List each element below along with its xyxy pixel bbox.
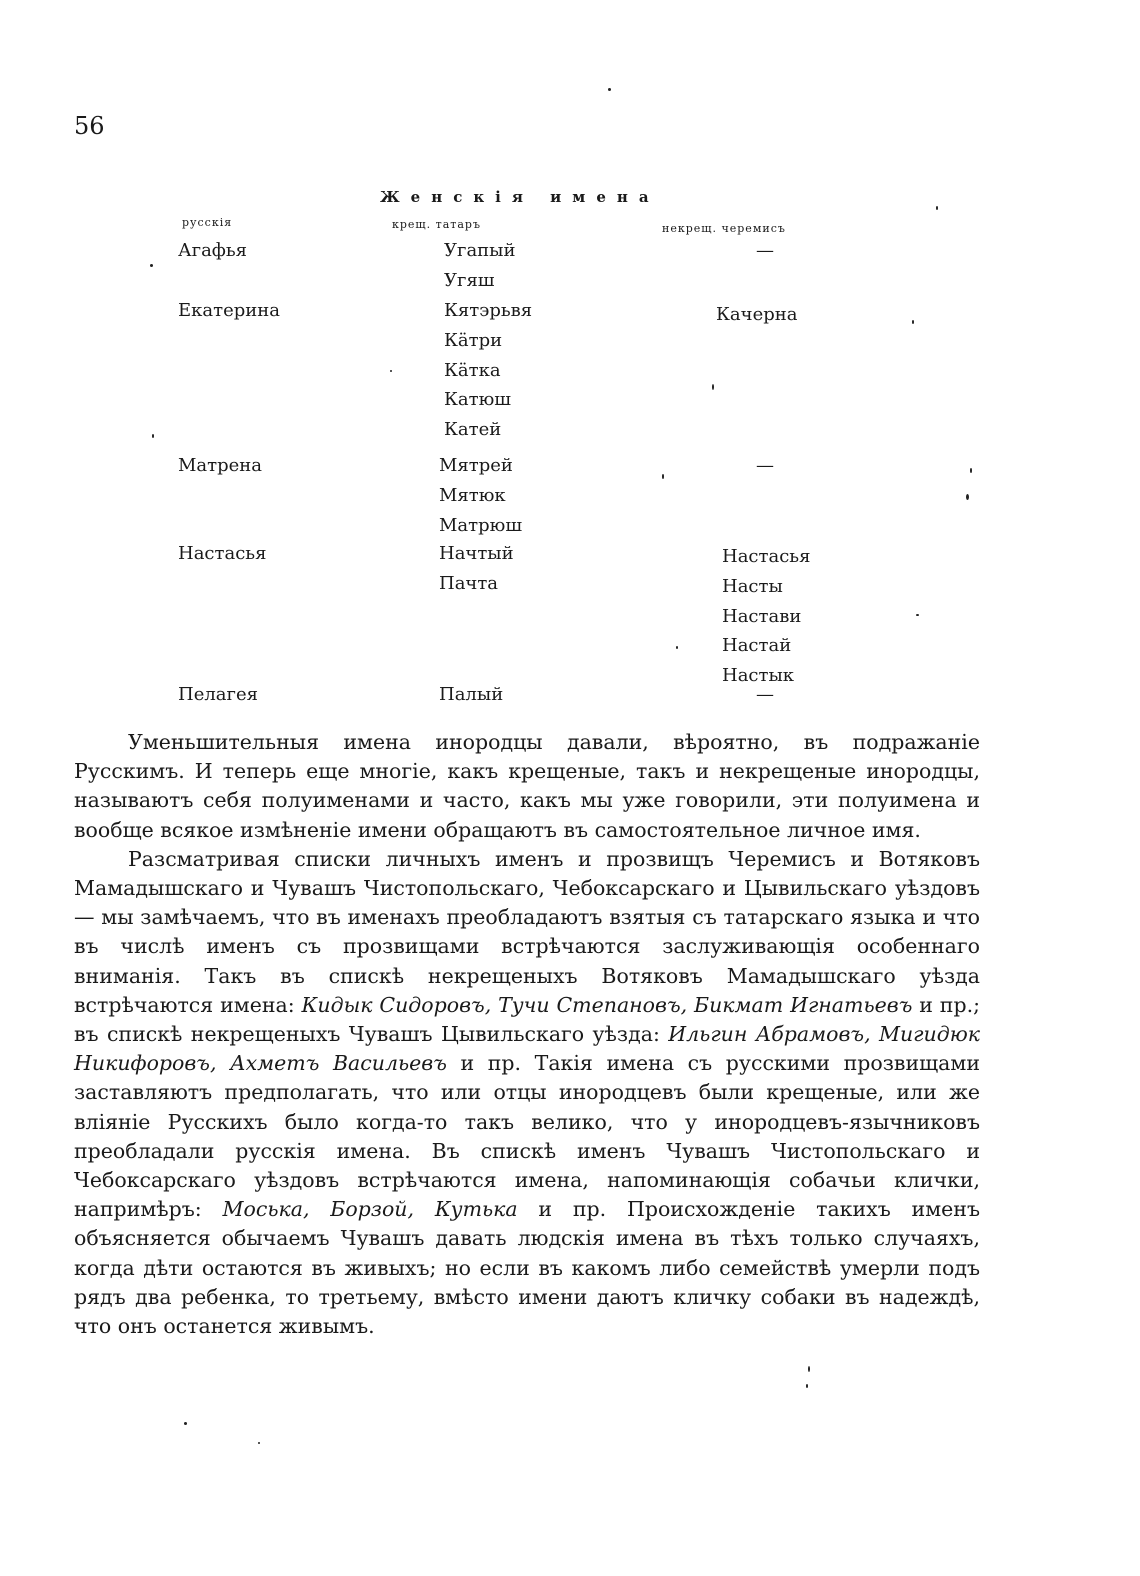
cell-tatar-name: Пачта xyxy=(439,572,499,594)
scan-speck xyxy=(390,370,392,372)
cell-russian-name: Екатерина xyxy=(178,300,280,321)
text-run: и пр. Такія имена съ русскими прозвищами заставляютъ предполагать, что или отцы инородцевъ были крещеные, или же вліяніе Русскихъ было когда-то такъ велико, что у инородцевъ-язычниковъ преобладали русскія имена. Въ спискѣ именъ Чувашъ Чистопольскаго и Чебоксарскаго уѣздовъ встрѣчаются имена, напоминающія собачьи клички, напримѣръ: xyxy=(74,1051,981,1222)
scan-speck xyxy=(608,88,611,91)
cell-tatar-name: Катей xyxy=(444,419,502,441)
paragraph xyxy=(74,845,980,1341)
scan-speck xyxy=(150,264,153,267)
cell-cheremis-name: Качерна xyxy=(716,304,798,325)
table-title: Женскія имена xyxy=(380,188,660,206)
cell-russian-name: Агафья xyxy=(178,240,248,261)
cell-cheremis-name: Настасья xyxy=(722,546,811,567)
scan-speck xyxy=(184,1422,187,1425)
cell-tatar-name: Матрюш xyxy=(439,514,523,536)
cell-russian-name: Настасья xyxy=(178,543,267,564)
cell-tatar-name: Палый xyxy=(439,684,504,705)
scan-speck xyxy=(936,206,938,210)
scan-speck xyxy=(152,434,154,438)
scan-speck xyxy=(970,468,972,473)
scan-speck xyxy=(966,494,969,500)
cell-cheremis-name: Настай xyxy=(722,635,792,657)
cell-tatar-name: Кӓтри xyxy=(444,329,503,351)
text-run: и пр. Происхожденіе такихъ именъ объясняется обычаемъ Чувашъ давать людскія имена въ тѣхъ только случаяхъ, когда дѣти остаются въ живыхъ; но если въ какомъ либо семействѣ умерли подъ рядъ два ребенка, то третьему, вмѣсто имени даютъ кличку собаки въ надеждѣ, что онъ останется живымъ. xyxy=(74,1197,980,1339)
cell-tatar-name: Кӓтка xyxy=(444,359,501,381)
scan-speck xyxy=(912,320,914,324)
scan-speck xyxy=(712,384,714,390)
cell-cheremis-dash: — xyxy=(756,240,774,261)
cell-cheremis-dash: — xyxy=(756,455,774,476)
column-header-russian: русскія xyxy=(182,216,233,229)
paragraph xyxy=(74,728,980,845)
column-header-tatar: крещ. татаръ xyxy=(392,218,481,231)
scan-speck xyxy=(806,1384,808,1388)
cell-cheremis-dash: — xyxy=(756,684,774,705)
cell-tatar-name: Начтый xyxy=(439,543,514,564)
cell-tatar-name: Угапый xyxy=(444,240,516,261)
cell-cheremis-name: Настави xyxy=(722,605,802,627)
italic-names: Моська, Борзой, Кутька xyxy=(222,1197,518,1222)
cell-tatar-name: Мятюк xyxy=(439,484,506,506)
text-run: Разсматривая списки личныхъ именъ и прозвищъ Черемисъ и Вотяковъ Мамадышскаго и Чувашъ Чистопольскаго, Чебоксарскаго и Цывильскаго уѣздовъ— мы замѣчаемъ, что въ именахъ преобладаютъ взятыя съ татарскаго языка и что въ числѣ именъ съ прозвищами встрѣчаются заслуживающія особеннаго вниманія. Такъ въ спискѣ некрещеныхъ Вотяковъ Мамадышскаго уѣзда встрѣчаются имена: xyxy=(74,846,980,1017)
body-text xyxy=(74,728,980,1341)
scan-speck xyxy=(916,614,919,616)
cell-cheremis-name: Настык xyxy=(722,665,795,687)
scan-speck xyxy=(662,474,664,479)
cell-tatar-name: Кятэрьвя xyxy=(444,300,533,321)
scan-speck xyxy=(258,1442,260,1444)
column-header-cheremis: некрещ. черемисъ xyxy=(662,222,786,235)
italic-names: Кидык Сидоровъ, Тучи Степановъ, Бикмат Игнатьевъ xyxy=(301,992,913,1017)
cell-tatar-name: Мятрей xyxy=(439,455,513,476)
page-number: 56 xyxy=(74,112,105,140)
scan-speck xyxy=(808,1366,810,1372)
scan-speck xyxy=(676,646,678,649)
cell-tatar-name: Угяш xyxy=(444,269,495,291)
text-run: и пр.; въ спискѣ некрещеныхъ Чувашъ Цывильскаго уѣзда: xyxy=(74,992,980,1047)
cell-cheremis-name: Насты xyxy=(722,575,783,597)
cell-russian-name: Пелагея xyxy=(178,684,258,705)
italic-names: Ильгин Абрамовъ, Мигидюк Никифоровъ, Ахметъ Васильевъ xyxy=(74,1022,981,1076)
text-run: Уменьшительныя имена инородцы давали, вѣроятно, въ подражаніе Русскимъ. И теперь еще многіе, какъ крещеные, такъ и некрещеные инородцы, называютъ себя полуименами и часто, какъ мы уже говорили, эти полуимена и вообще всякое измѣненіе имени обращаютъ въ самостоятельное личное имя. xyxy=(74,730,980,842)
cell-russian-name: Матрена xyxy=(178,455,263,476)
cell-tatar-name: Катюш xyxy=(444,389,512,411)
